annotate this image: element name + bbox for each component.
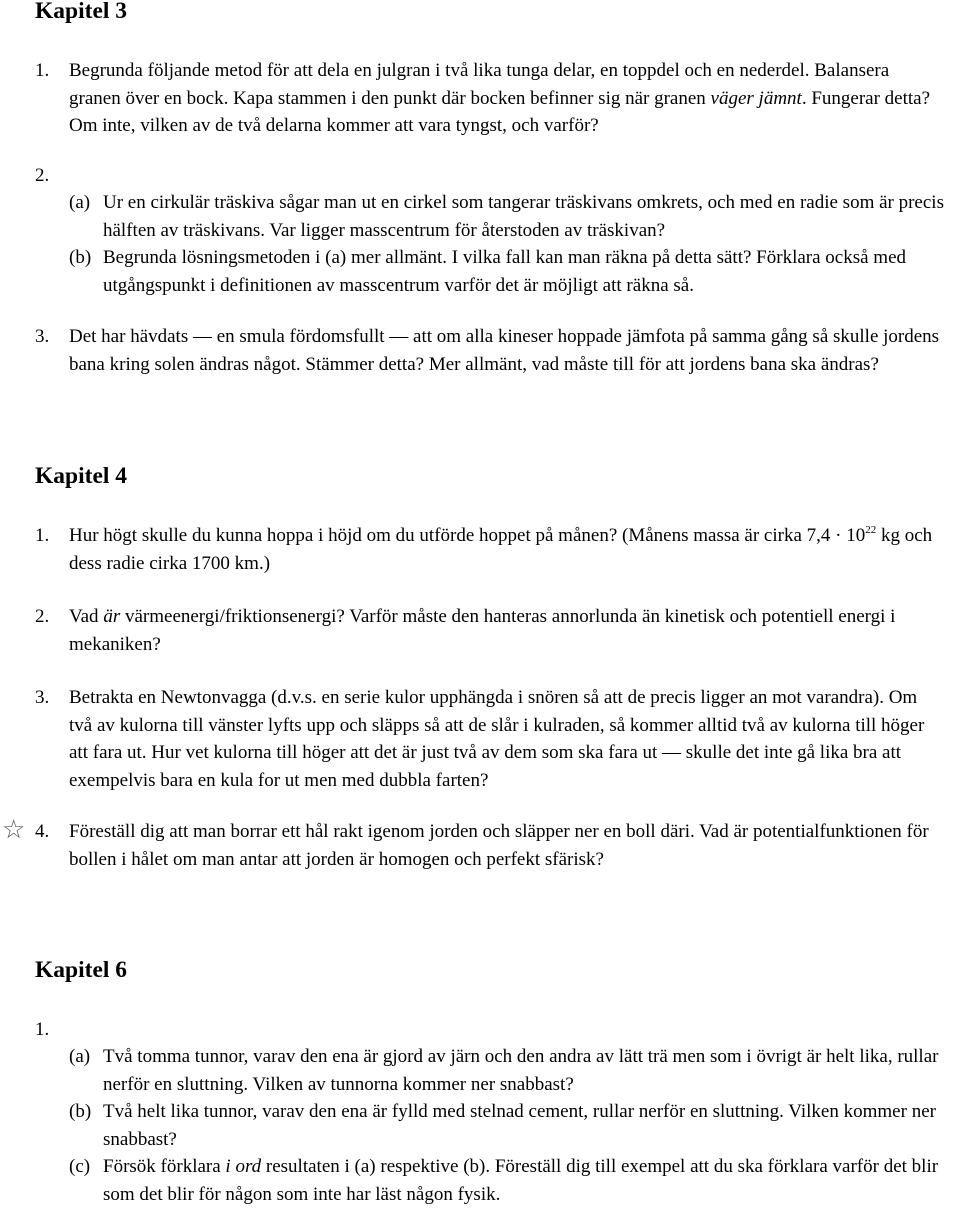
ch3-question-2 <box>35 162 950 299</box>
ch4-question-2 <box>35 603 950 658</box>
ch3-question-1 <box>35 57 935 140</box>
question-number: 2. <box>35 165 50 186</box>
chapter-3-heading: Kapitel 3 <box>35 0 128 24</box>
text-part: Vad <box>69 606 104 627</box>
sub-text: Begrunda lösningsmetoden i (a) mer allmänt. I vilka fall kan man räkna på detta sätt? Förklara också med utgångspunkt i definitionen av masscentrum varför det är möjligt att räkna så. <box>103 247 907 296</box>
subquestion-c <box>69 1153 950 1208</box>
question-number: 3. <box>35 687 50 708</box>
subquestion-a <box>69 189 950 244</box>
question-body <box>69 162 950 299</box>
sub-text: Två helt lika tunnor, varav den ena är fylld med stelnad cement, rullar nerför en sluttning. Vilken kommer ner snabbast? <box>103 1101 936 1150</box>
sub-text: Ur en cirkulär träskiva sågar man ut en cirkel som tangerar träskivans omkrets, och med en radie som är precis hälften av träskivans. Var ligger masscentrum för återstoden av träskivan? <box>103 192 944 241</box>
italic-text: väger jämnt <box>710 87 802 109</box>
question-number: 1. <box>35 60 50 81</box>
question-text <box>69 522 950 577</box>
ch6-question-1 <box>35 1016 950 1208</box>
ch4-question-4 <box>35 818 950 873</box>
sub-label: (b) <box>69 1101 92 1122</box>
text-part: värmeenergi/friktionsenergi? Varför måste den hanteras annorlunda än kinetisk och potentiell energi i mekaniken? <box>69 606 896 655</box>
sub-label: (a) <box>69 192 91 213</box>
subquestion-a <box>69 1043 950 1098</box>
question-number: 3. <box>35 326 50 347</box>
chapter-4-heading: Kapitel 4 <box>35 463 128 489</box>
italic-text: i ord <box>225 1156 262 1177</box>
question-number: 1. <box>35 525 50 546</box>
question-text: Det har hävdats — en smula fördomsfullt — att om alla kineser hoppade jämfota på samma gång så skulle jordens bana kring solen ändras något. Stämmer detta? Mer allmänt, vad måste till för att jordens bana ska ändras? <box>69 326 940 375</box>
chapter-6-heading: Kapitel 6 <box>35 957 128 983</box>
question-text: Föreställ dig att man borrar ett hål rakt igenom jorden och släpper ner en boll däri. Vad är potentialfunktionen för bollen i hålet om man antar att jorden är homogen och perfekt sfärisk? <box>69 821 929 870</box>
question-text <box>69 57 935 140</box>
question-number: 2. <box>35 606 50 627</box>
question-body <box>69 1016 950 1208</box>
sub-label: (a) <box>69 1046 91 1067</box>
sub-label: (c) <box>69 1156 91 1177</box>
ch4-question-1 <box>35 522 950 577</box>
text-part: resultaten i (a) respektive (b). Föreställ dig till exempel att du ska förklara varför det blir som det blir för någon som inte har läst någon fysik. <box>103 1156 939 1205</box>
text-part: Begrunda följande metod för att dela en julgran i två lika tunga delar, en toppdel och en nederdel. Balansera granen över en bock. Kapa stammen i den punkt där bocken befinner sig när granen <box>69 60 890 109</box>
subquestion-b <box>69 1098 950 1153</box>
text-part: Hur högt skulle du kunna hoppa i höjd om du utförde hoppet på månen? (Månens massa är cirka 7,4 · 10 <box>69 525 866 546</box>
exponent: 22 <box>865 524 877 536</box>
text-part: kg och dess radie cirka 1700 km.) <box>69 525 933 574</box>
italic-text: är <box>103 606 121 627</box>
star-icon: ☆ <box>2 815 26 845</box>
sub-label: (b) <box>69 247 92 268</box>
subquestion-b <box>69 244 950 299</box>
sub-text: Två tomma tunnor, varav den ena är gjord av järn och den andra av lätt trä men som i övrigt är helt lika, rullar nerför en sluttning. Vilken av tunnorna kommer ner snabbast? <box>103 1046 939 1095</box>
question-number: 4. <box>35 821 50 842</box>
question-number: 1. <box>35 1019 50 1040</box>
question-text: Betrakta en Newtonvagga (d.v.s. en serie kulor upphängda i snören så att de precis ligger an mot varandra). Om två av kulorna till vänster lyfts upp och släpps så att de slår i kulraden, så kommer alltid två av kulorna till höger att fara ut. Hur vet kulorna till höger att det är just två av dem som ska fara ut — skulle det inte gå lika bra att exempelvis bara en kula for ut men med dubbla farten? <box>69 687 925 791</box>
ch3-question-3 <box>35 323 950 378</box>
text-part: Försök förklara <box>103 1156 226 1177</box>
question-text <box>69 603 950 658</box>
text-part: . Fungerar detta? Om inte, vilken av de två delarna kommer att vara tyngst, och varför? <box>69 87 931 136</box>
ch4-question-3 <box>35 684 940 794</box>
